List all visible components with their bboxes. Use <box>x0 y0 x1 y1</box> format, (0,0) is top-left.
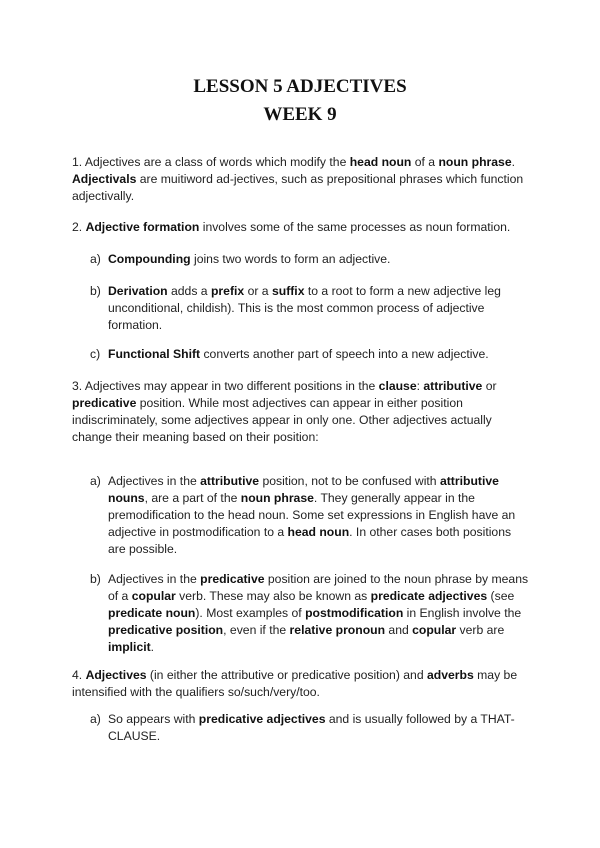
list-item-text <box>90 346 530 363</box>
list-item-bold-term: implicit <box>108 640 151 654</box>
list-item-label: b) <box>90 284 101 298</box>
list-item-2a <box>90 251 530 268</box>
list-item-text: (see <box>487 589 515 603</box>
list-item-text: joins two words to form an adjective. <box>190 252 391 266</box>
list-item-text <box>90 571 530 656</box>
paragraph-text: (in either the attributive or predicative position) and <box>146 668 427 682</box>
list-item-text: or a <box>244 284 272 298</box>
paragraph-bold-term: Adjective formation <box>85 220 200 234</box>
list-item-bold-term: predicative adjectives <box>198 712 326 726</box>
list-item-bold-term: predicate noun <box>108 606 196 620</box>
paragraph-4 <box>72 667 532 701</box>
paragraph-bold-term: head noun <box>349 155 412 169</box>
list-item-text: position, not to be confused with <box>259 474 440 488</box>
paragraph-bold-term: predicative <box>72 396 137 410</box>
paragraph-text: 3. Adjectives may appear in two different positions in the <box>72 379 379 393</box>
list-item-text: So appears with <box>108 712 199 726</box>
list-item-bold-term: prefix <box>210 284 245 298</box>
paragraph-text: may be intensified with the qualifiers so/such/very/too. <box>72 668 518 699</box>
list-item-text: . <box>150 640 155 654</box>
paragraph-text: of a <box>411 155 439 169</box>
list-item-text: in English involve the <box>403 606 522 620</box>
list-item-bold-term: predicative <box>200 572 265 586</box>
list-item-bold-term: postmodification <box>305 606 404 620</box>
list-item-text: ). Most examples of <box>195 606 306 620</box>
list-item-bold-term: attributive nouns <box>108 474 499 505</box>
paragraph-bold-term: noun phrase <box>438 155 512 169</box>
list-item-bold-term: attributive <box>200 474 260 488</box>
list-item-bold-term: suffix <box>271 284 305 298</box>
list-item-text: position are joined to the noun phrase by means of a <box>108 572 529 603</box>
list-item-bold-term: copular <box>131 589 176 603</box>
list-item-label: a) <box>90 712 101 726</box>
list-item-label: b) <box>90 572 101 586</box>
paragraph-text: position. While most adjectives can appear in either position indiscriminately, some adjectives appear in only one. Other adjectives actually change their meaning based on their position: <box>72 396 492 444</box>
paragraph-text: 2. <box>72 220 86 234</box>
list-item-text: converts another part of speech into a new adjective. <box>200 347 489 361</box>
list-item-bold-term: Derivation <box>108 284 168 298</box>
list-item-bold-term: Compounding <box>108 252 191 266</box>
list-item-bold-term: head noun <box>287 525 350 539</box>
list-item-text: Adjectives in the <box>108 572 201 586</box>
paragraph-bold-term: clause <box>378 379 417 393</box>
list-item-text: to a root to form a new adjective leg unconditional, childish). This is the most common process of adjective formation. <box>108 284 501 332</box>
list-item-text: and is usually followed by a THAT-CLAUSE. <box>108 712 515 743</box>
list-item-2b <box>90 283 530 334</box>
paragraph-text: are muitiword ad-jectives, such as prepositional phrases which function adjectivally. <box>72 172 524 203</box>
list-item-bold-term: predicative position <box>108 623 224 637</box>
paragraph-bold-term: Adjectivals <box>72 172 137 186</box>
paragraph-bold-term: Adjectives <box>85 668 147 682</box>
list-item-bold-term: relative pronoun <box>289 623 386 637</box>
list-item-3b <box>90 571 530 656</box>
list-item-bold-term: predicate adjectives <box>370 589 488 603</box>
list-item-3a <box>90 473 530 558</box>
paragraph-text: . <box>511 155 515 169</box>
list-item-bold-term: noun phrase <box>240 491 314 505</box>
paragraph-1 <box>72 154 532 205</box>
paragraph-text: 4. <box>72 668 86 682</box>
list-item-text <box>90 711 530 745</box>
list-item-bold-term: Functional Shift <box>108 347 201 361</box>
paragraph-bold-term: adverbs <box>427 668 474 682</box>
list-item-bold-term: copular <box>412 623 457 637</box>
list-item-text: . In other cases both positions are possible. <box>108 525 512 556</box>
list-item-text: adds a <box>167 284 211 298</box>
list-item-text: , even if the <box>223 623 290 637</box>
list-item-label: a) <box>90 474 101 488</box>
week-title: WEEK 9 <box>263 104 337 125</box>
list-item-text: and <box>385 623 413 637</box>
list-item-text: Adjectives in the <box>108 474 201 488</box>
list-item-text <box>90 283 530 334</box>
list-item-text: verb are <box>456 623 505 637</box>
paragraph-2 <box>72 219 532 236</box>
paragraph-text: : <box>416 379 424 393</box>
list-item-text: verb. These may also be known as <box>175 589 371 603</box>
list-item-4a <box>90 711 530 745</box>
list-item-text: , are a part of the <box>144 491 241 505</box>
list-item-text: . They generally appear in the premodification to the head noun. Some set expressions in English have an adjective in postmodification to a <box>108 491 516 539</box>
list-item-text <box>90 251 530 268</box>
list-item-label: a) <box>90 252 101 266</box>
list-item-label: c) <box>90 347 101 361</box>
paragraph-text: or <box>482 379 497 393</box>
paragraph-text: involves some of the same processes as noun formation. <box>199 220 511 234</box>
list-item-2c <box>90 346 530 363</box>
list-item-text <box>90 473 530 558</box>
paragraph-text: 1. Adjectives are a class of words which modify the <box>72 155 350 169</box>
lesson-title: LESSON 5 ADJECTIVES <box>193 76 407 97</box>
paragraph-3 <box>72 378 532 446</box>
paragraph-bold-term: attributive <box>423 379 483 393</box>
